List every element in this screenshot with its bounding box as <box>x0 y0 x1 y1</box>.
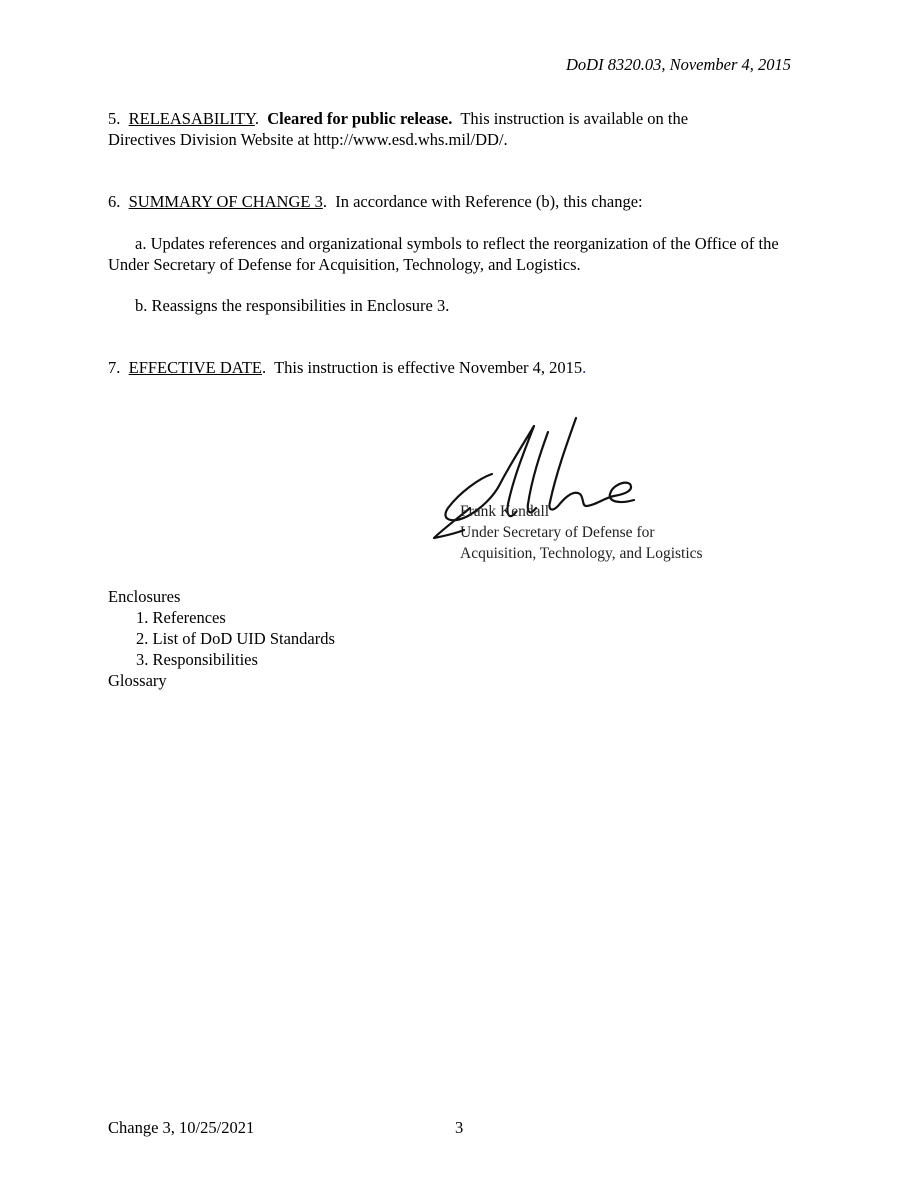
enclosure-item: 3. Responsibilities <box>136 650 258 669</box>
section-text: Directives Division Website at http://www.esd.whs.mil/DD/. <box>108 130 508 149</box>
signer-name: Frank Kendall <box>460 503 550 520</box>
section-number: 7. <box>108 358 121 377</box>
page-number: 3 <box>455 1118 464 1137</box>
section-releasability: 5. RELEASABILITY. Cleared for public release. This instruction is available on the Directives Division Website at http://www.esd.whs.mil/DD/. <box>108 108 828 150</box>
section-text: This instruction is available on the <box>460 109 689 128</box>
section-summary-of-change: 6. SUMMARY OF CHANGE 3. In accordance with Reference (b), this change: <box>108 192 643 211</box>
signer-title-line2: Acquisition, Technology, and Logistics <box>460 545 703 562</box>
section-title: EFFECTIVE DATE <box>128 358 262 377</box>
section-effective-date: 7. EFFECTIVE DATE. This instruction is effective November 4, 2015. <box>108 358 587 377</box>
section-text: This instruction is effective November 4, 2015 <box>274 358 583 377</box>
signer-title-line1: Under Secretary of Defense for <box>460 524 655 541</box>
section-title: SUMMARY OF CHANGE 3 <box>128 192 323 211</box>
document-header: DoDI 8320.03, November 4, 2015 <box>566 55 792 74</box>
section-text: In accordance with Reference (b), this change: <box>335 192 643 211</box>
change-item-a: a. Updates references and organizational symbols to reflect the reorganization of the Office of the Under Secretary of Defense for Acquisition, Technology, and Logistics. <box>108 234 779 274</box>
signature-block <box>430 412 750 572</box>
glossary-label: Glossary <box>108 671 167 690</box>
enclosures-heading: Enclosures <box>108 587 181 606</box>
enclosures-list <box>108 586 335 691</box>
enclosure-item: 1. References <box>136 608 226 627</box>
footer-change-note: Change 3, 10/25/2021 <box>108 1118 255 1137</box>
section-number: 5. <box>108 109 121 128</box>
change-item-b: b. Reassigns the responsibilities in Enclosure 3. <box>135 296 450 315</box>
section-end-period: . <box>582 358 587 377</box>
public-release-statement: Cleared for public release. <box>267 109 453 128</box>
enclosure-item: 2. List of DoD UID Standards <box>136 629 335 648</box>
section-number: 6. <box>108 192 121 211</box>
section-title: RELEASABILITY <box>128 109 255 128</box>
